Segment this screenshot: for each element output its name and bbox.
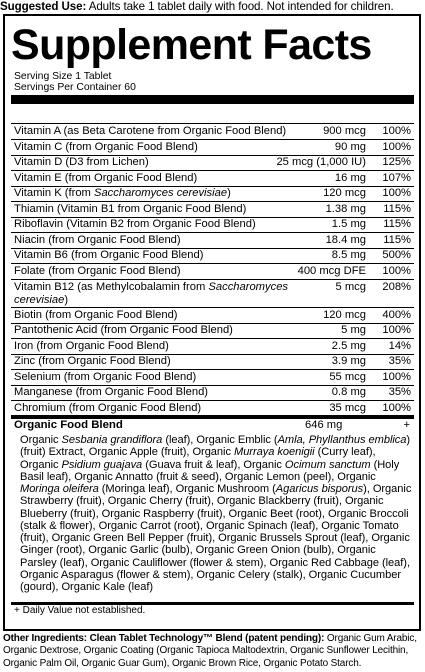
- nutrient-dv: 107%: [382, 171, 411, 184]
- nutrient-name: Zinc (from Organic Food Blend): [14, 355, 171, 368]
- nutrient-amount: 5 mcg: [335, 280, 366, 293]
- nutrient-name-part: Vitamin K (from: [14, 187, 94, 200]
- nutrient-name: Pantothenic Acid (from Organic Food Blend): [14, 324, 233, 337]
- blend-ingredient-text: Psidium guajava: [61, 458, 143, 471]
- nutrient-name-part: ): [227, 187, 231, 200]
- thick-divider: [11, 95, 414, 104]
- nutrient-dv: 125%: [382, 156, 411, 169]
- serving-size: Serving Size 1 Tablet: [14, 71, 112, 82]
- serving-info: [14, 71, 136, 93]
- nutrient-name: Selenium (from Organic Food Blend): [14, 370, 197, 383]
- nutrient-row: [14, 324, 411, 340]
- nutrient-amount: 5 mg: [341, 324, 366, 337]
- nutrient-name: Folate (from Organic Food Blend): [14, 264, 181, 277]
- nutrient-name: Vitamin E (from Organic Food Blend): [14, 171, 198, 184]
- other-ingredients-text: Organic Gum Arabic, Organic Dextrose, Organic Coating (Organic Tapioca Maltodextrin, Organic Sunflower Lecithin, Organic Palm Oil, Organic Guar Gum), Organic Brown Rice, Organic Potato Starch.: [3, 633, 417, 669]
- nutrient-name: [14, 187, 314, 200]
- nutrient-name: Vitamin B6 (from Organic Food Blend): [14, 249, 204, 262]
- suggested-use: [0, 0, 425, 14]
- nutrient-dv: 100%: [382, 187, 411, 200]
- nutrient-row: [14, 355, 411, 371]
- nutrient-amount: 90 mg: [334, 140, 366, 153]
- nutrient-name-part: Vitamin B12 (as Methylcobalamin from: [14, 280, 209, 293]
- nutrient-dv: 35%: [388, 386, 411, 399]
- nutrient-name: Iron (from Organic Food Blend): [14, 339, 169, 352]
- nutrient-name: Biotin (from Organic Food Blend): [14, 308, 178, 321]
- suggested-use-label: Suggested Use:: [0, 0, 87, 13]
- nutrient-amount: 16 mg: [334, 171, 366, 184]
- blend-ingredient-text: (Curry leaf), Organic: [20, 446, 376, 471]
- blend-ingredient-text: ), Organic Strawberry (fruit), Organic Cherry (fruit), Organic Blackberry (fruit), Organic Blueberry (fruit), Organic Raspberry (fruit), Organic Beet (root), Organic Broccoli (stalk & flower), Organic Carrot (root), Organic Spinach (leaf), Organic Tomato (fruit), Organic Green Bell Pepper (fruit), Organic Brussels Sprout (leaf), Organic Ginger (root), Organic Garlic (bulb), Organic Green Onion (bulb), Organic Parsley (leaf), Organic Cauliflower (flower & stem), Organic Red Cabbage (leaf), Organic Asparagus (flower & stem), Organic Celery (stalk), Organic Cucumber (gourd), Organic Kale (leaf): [20, 483, 412, 593]
- nutrient-row: [14, 371, 411, 387]
- servings-per-container: Servings Per Container 60: [14, 82, 136, 93]
- other-ingredients: [3, 633, 423, 670]
- footnote: + Daily Value not established.: [14, 605, 146, 616]
- nutrient-name: Manganese (from Organic Food Blend): [14, 386, 209, 399]
- nutrient-row: [14, 265, 411, 281]
- nutrient-dv: 14%: [388, 339, 411, 352]
- nutrient-row: [14, 187, 411, 203]
- nutrient-amount: 3.9 mg: [331, 355, 366, 368]
- nutrient-amount: 120 mcg: [323, 187, 366, 200]
- nutrient-dv: 100%: [382, 401, 411, 414]
- nutrient-dv: 115%: [383, 233, 411, 246]
- nutrient-dv: 100%: [382, 324, 411, 337]
- nutrient-name: Niacin (from Organic Food Blend): [14, 233, 181, 246]
- nutrient-name: [14, 281, 304, 307]
- blend-dv: +: [403, 419, 410, 431]
- blend-ingredient-text: Agaricus bisporus: [275, 483, 364, 495]
- nutrient-name: Thiamin (Vitamin B1 from Organic Food Blend): [14, 202, 247, 215]
- nutrient-name: Vitamin A (as Beta Carotene from Organic Food Blend): [14, 125, 287, 137]
- supplement-facts-panel: [3, 14, 421, 631]
- nutrient-dv: 208%: [382, 280, 411, 293]
- suggested-use-text: Adults take 1 tablet daily with food. Not intended for children.: [86, 0, 394, 13]
- nutrient-name-part: Saccharomyces cerevisiae: [94, 187, 228, 200]
- nutrient-row: [14, 309, 411, 325]
- blend-ingredient-text: Ocimum sanctum: [284, 458, 371, 471]
- nutrient-dv: 100%: [382, 264, 411, 277]
- blend-ingredient-text: (leaf), Organic Emblic (: [162, 434, 278, 446]
- nutrient-row: [14, 156, 411, 172]
- blend-ingredient-text: ) (fruit) Extract, Organic Apple (fruit), Organic: [20, 434, 411, 459]
- nutrient-row: [14, 203, 411, 219]
- nutrient-dv: 115%: [383, 202, 411, 215]
- header-divider: [11, 123, 414, 124]
- nutrient-row: [14, 249, 411, 265]
- nutrient-dv: 115%: [383, 218, 411, 231]
- nutrient-amount: 8.5 mg: [331, 249, 366, 262]
- blend-amount: 646 mg: [305, 419, 343, 431]
- nutrient-dv: 400%: [382, 308, 411, 321]
- nutrient-row: [14, 234, 411, 250]
- blend-ingredient-text: Organic: [20, 434, 62, 446]
- nutrient-dv: 100%: [382, 125, 411, 137]
- blend-title: Organic Food Blend: [14, 419, 123, 431]
- blend-ingredients: [20, 434, 415, 593]
- blend-ingredient-text: Moringa oleifera: [20, 483, 99, 495]
- nutrient-dv: 100%: [382, 140, 411, 153]
- nutrient-amount: 2.5 mg: [331, 339, 366, 352]
- nutrient-amount: 0.8 mg: [331, 386, 366, 399]
- nutrient-dv: 35%: [388, 355, 411, 368]
- blend-ingredient-text: (Guava fruit & leaf), Organic: [142, 458, 285, 471]
- blend-ingredient-text: Amla, Phyllanthus emblica: [277, 434, 407, 446]
- nutrient-amount: 1.5 mg: [331, 218, 366, 231]
- nutrient-amount: 1.38 mg: [325, 202, 366, 215]
- nutrient-dv: 100%: [382, 370, 411, 383]
- blend-ingredient-text: Sesbania grandiflora: [61, 434, 163, 446]
- other-ingredients-label: Other Ingredients: Clean Tablet Technology™ Blend (patent pending):: [3, 633, 325, 644]
- nutrient-name: Chromium (from Organic Food Blend): [14, 401, 202, 414]
- nutrient-row: [14, 141, 411, 157]
- nutrient-amount: 55 mcg: [329, 370, 366, 383]
- nutrient-name-part: Saccharomyces cerevisiae: [14, 280, 289, 306]
- nutrient-row: [14, 125, 411, 141]
- nutrient-name: Vitamin D (D3 from Lichen): [14, 156, 149, 169]
- nutrient-amount: 18.4 mg: [325, 233, 366, 246]
- nutrient-name: Riboflavin (Vitamin B2 from Organic Food Blend): [14, 218, 256, 231]
- nutrient-amount: 400 mcg DFE: [297, 264, 366, 277]
- nutrient-amount: 35 mcg: [329, 401, 366, 414]
- nutrient-amount: 120 mcg: [323, 308, 366, 321]
- nutrient-row: [14, 386, 411, 402]
- nutrient-row: [14, 172, 411, 188]
- nutrient-amount: 25 mcg (1,000 IU): [276, 156, 366, 169]
- facts-title: Supplement Facts: [11, 21, 372, 69]
- nutrient-amount: 900 mcg: [323, 125, 366, 137]
- nutrient-row: [14, 218, 411, 234]
- nutrient-name: Vitamin C (from Organic Food Blend): [14, 140, 198, 153]
- nutrient-name-part: ): [64, 293, 69, 306]
- nutrient-row: [14, 281, 411, 309]
- blend-ingredient-text: (Moringa leaf), Organic Mushroom (: [98, 483, 276, 495]
- nutrient-dv: 500%: [382, 249, 411, 262]
- nutrient-row: [14, 340, 411, 356]
- blend-ingredient-text: Murraya koenigii: [234, 446, 315, 459]
- blend-ingredient-text: (Holy Basil leaf), Organic Annatto (fruit & seed), Organic Lemon (peel), Organic: [20, 458, 400, 483]
